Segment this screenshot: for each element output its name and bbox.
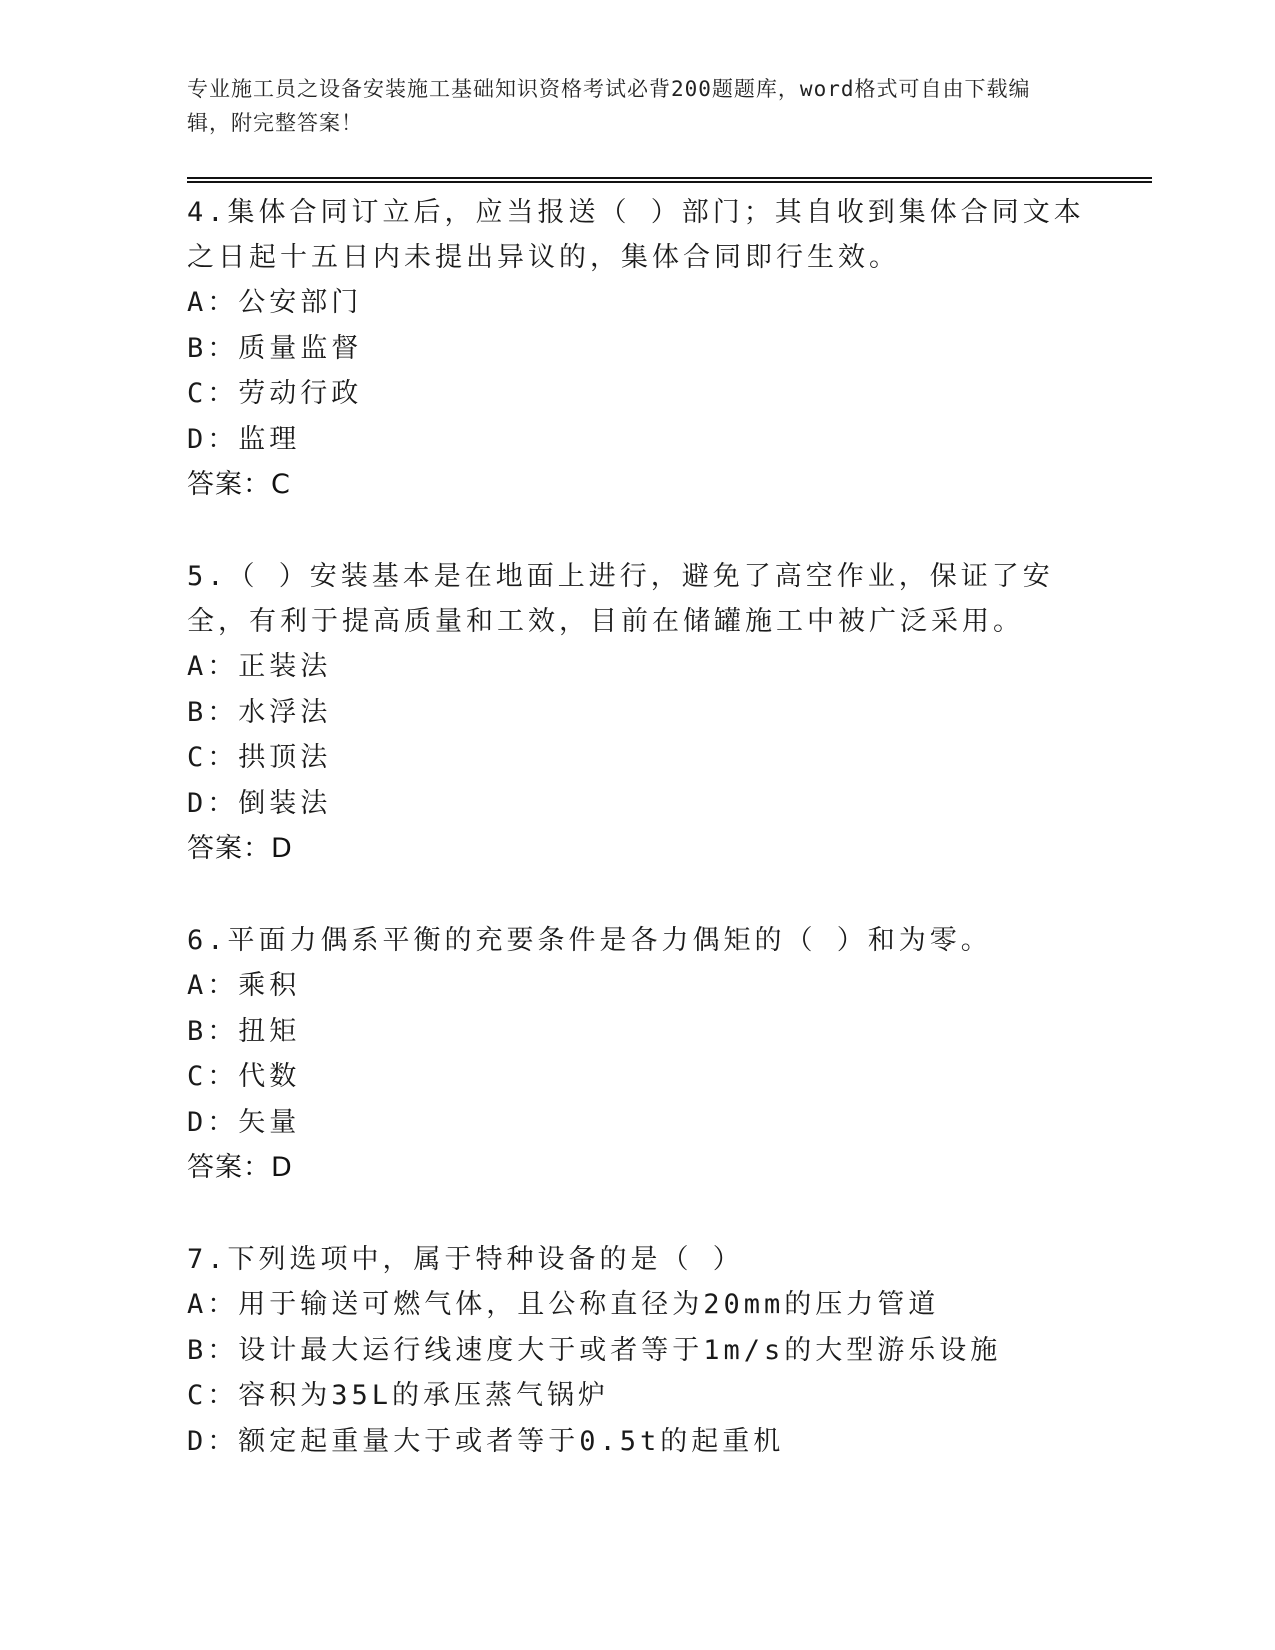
header-divider-bottom (187, 181, 1152, 183)
question-6 (187, 918, 1087, 1190)
document-header: 专业施工员之设备安装施工基础知识资格考试必背200题题库，word格式可自由下载编辑，附完整答案！ (187, 77, 1031, 135)
option-a: A：公安部门 (187, 287, 363, 318)
question-7 (187, 1237, 1087, 1464)
question-text: 5.（ ）安装基本是在地面上进行，避免了高空作业，保证了安全，有利于提高质量和工效，目前在储罐施工中被广泛采用。 (187, 561, 1054, 637)
option-a: A：乘积 (187, 970, 301, 1001)
header-divider-top (187, 177, 1152, 179)
option-d: D：倒装法 (187, 787, 332, 819)
question-list (187, 190, 1087, 1511)
option-b: B：水浮法 (187, 696, 332, 728)
option-d: D：额定起重量大于或者等于0.5t的起重机 (187, 1425, 785, 1457)
answer-label: 答案：D (187, 833, 293, 864)
question-text: 4.集体合同订立后，应当报送（ ）部门；其自收到集体合同文本之日起十五日内未提出异议的，集体合同即行生效。 (187, 197, 1085, 273)
option-c: C：拱顶法 (187, 742, 332, 773)
option-d: D：监理 (187, 423, 301, 455)
option-c: C：劳动行政 (187, 378, 363, 409)
question-text: 7.下列选项中，属于特种设备的是（ ） (187, 1244, 744, 1275)
option-d: D：矢量 (187, 1106, 301, 1138)
answer-label: 答案：C (187, 469, 291, 500)
option-b: B：设计最大运行线速度大于或者等于1m/s的大型游乐设施 (187, 1334, 1002, 1366)
option-b: B：质量监督 (187, 332, 363, 364)
question-4 (187, 190, 1087, 507)
question-5 (187, 554, 1087, 871)
option-c: C：代数 (187, 1061, 301, 1092)
option-a: A：用于输送可燃气体，且公称直径为20mm的压力管道 (187, 1289, 940, 1320)
option-b: B：扭矩 (187, 1015, 301, 1047)
option-c: C：容积为35L的承压蒸气锅炉 (187, 1380, 610, 1411)
answer-label: 答案：D (187, 1152, 293, 1183)
question-text: 6.平面力偶系平衡的充要条件是各力偶矩的（ ）和为零。 (187, 925, 992, 956)
option-a: A：正装法 (187, 651, 332, 682)
